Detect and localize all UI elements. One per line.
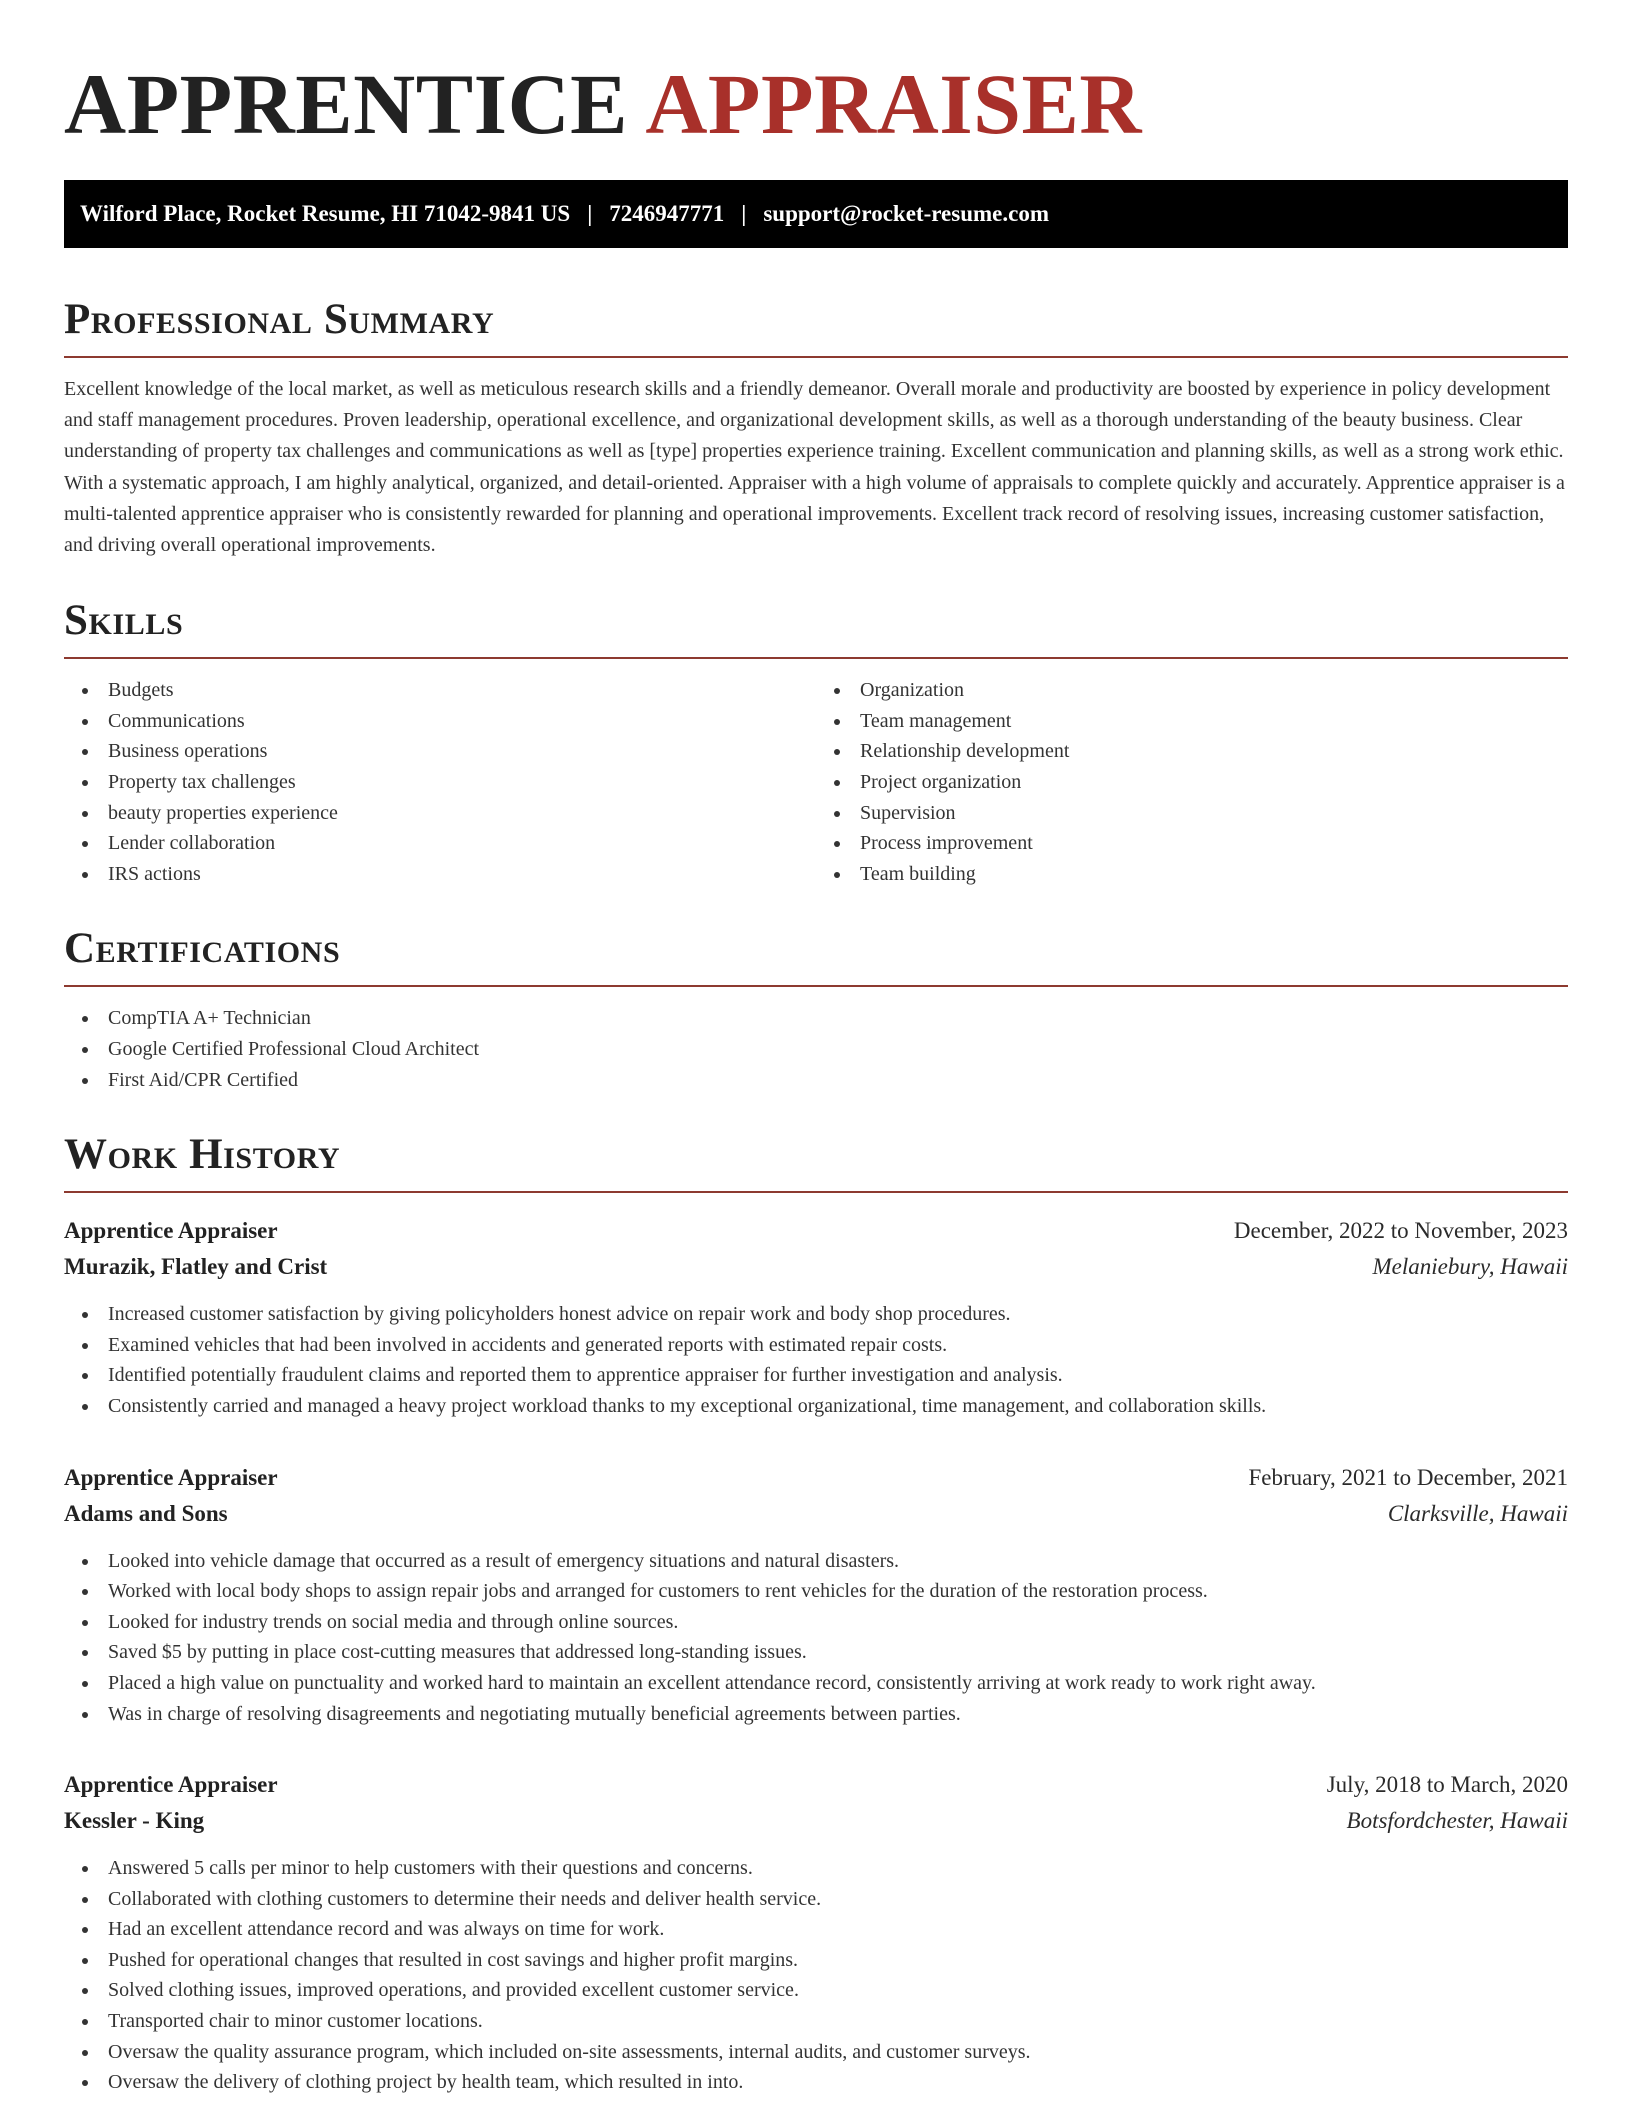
summary-paragraph: Excellent knowledge of the local market, as well as meticulous research skills and a friendly demeanor. Overall morale and productivity are boosted by experience in policy development and staff management procedures. Proven leadership, operational excellence, and organizational development skills, as well as a thorough understanding of the beauty business. Clear understanding of property tax challenges and communications as well as [type] properties experience training. Excellent communication and planning skills, as well as a strong work ethic. With a systematic approach, I am highly analytical, organized, and detail-oriented. Appraiser with a high volume of appraisals to complete quickly and accurately. Apprentice appraiser is a multi-talented apprentice appraiser who is consistently rewarded for planning and operational improvements. Excellent track record of resolving issues, increasing customer satisfaction, and driving overall operational improvements. bbox=[64, 378, 1565, 557]
contact-separator: | bbox=[587, 201, 593, 226]
job-dates: December, 2022 to November, 2023 bbox=[1233, 1218, 1568, 1244]
job-entry bbox=[64, 1767, 1568, 2098]
job-header-row bbox=[64, 1213, 1568, 1249]
job-company: Murazik, Flatley and Crist bbox=[64, 1254, 328, 1280]
contact-bar bbox=[64, 180, 1568, 248]
certification-item: First Aid/CPR Certified bbox=[64, 1065, 1568, 1096]
skill-item: Budgets bbox=[64, 675, 816, 706]
job-header-row bbox=[64, 1460, 1568, 1496]
job-duty-item: Saved $5 by putting in place cost-cutting measures that addressed long-standing issues. bbox=[64, 1637, 1568, 1668]
job-company: Adams and Sons bbox=[64, 1500, 228, 1526]
work-history-section bbox=[64, 1127, 1568, 2098]
skill-item: Supervision bbox=[816, 798, 1568, 829]
contact-phone: 7246947771 bbox=[609, 201, 725, 226]
job-title: Apprentice Appraiser bbox=[64, 1218, 278, 1244]
job-duties-list bbox=[64, 1546, 1568, 1730]
resume-title bbox=[64, 56, 1568, 152]
job-duty-item: Increased customer satisfaction by giving policyholders honest advice on repair work and body shop procedures. bbox=[64, 1299, 1568, 1330]
job-title: Apprentice Appraiser bbox=[64, 1772, 278, 1798]
job-title: Apprentice Appraiser bbox=[64, 1464, 278, 1490]
skill-item: Organization bbox=[816, 675, 1568, 706]
section-heading-skills: Skills bbox=[64, 597, 184, 645]
contact-separator: | bbox=[741, 201, 747, 226]
skill-item: Communications bbox=[64, 706, 816, 737]
job-company: Kessler - King bbox=[64, 1808, 205, 1834]
skill-item: Relationship development bbox=[816, 736, 1568, 767]
section-divider bbox=[64, 657, 1568, 659]
job-duties-list bbox=[64, 1853, 1568, 2098]
skill-item: beauty properties experience bbox=[64, 798, 816, 829]
job-duty-item: Identified potentially fraudulent claims and reported them to apprentice appraiser for further investigation and analysis. bbox=[64, 1360, 1568, 1391]
section-heading-certifications: Certifications bbox=[64, 925, 341, 973]
certifications-list bbox=[64, 1003, 1568, 1095]
job-location: Clarksville, Hawaii bbox=[1387, 1500, 1568, 1526]
section-divider bbox=[64, 356, 1568, 358]
skills-list-right bbox=[816, 675, 1568, 889]
certification-item: Google Certified Professional Cloud Architect bbox=[64, 1034, 1568, 1065]
job-dates: July, 2018 to March, 2020 bbox=[1326, 1772, 1568, 1798]
job-duty-item: Consistently carried and managed a heavy project workload thanks to my exceptional organizational, time management, and collaboration skills. bbox=[64, 1391, 1568, 1422]
job-duty-item: Oversaw the quality assurance program, which included on-site assessments, internal audits, and customer surveys. bbox=[64, 2037, 1568, 2068]
contact-email: support@rocket-resume.com bbox=[763, 201, 1049, 226]
title-first-word: APPRENTICE bbox=[64, 56, 629, 152]
job-duties-list bbox=[64, 1299, 1568, 1421]
skills-section bbox=[64, 593, 1568, 889]
section-divider bbox=[64, 1191, 1568, 1193]
certification-item: CompTIA A+ Technician bbox=[64, 1003, 1568, 1034]
skill-item: Lender collaboration bbox=[64, 828, 816, 859]
skills-grid bbox=[64, 675, 1568, 889]
skill-item: Team management bbox=[816, 706, 1568, 737]
job-duty-item: Was in charge of resolving disagreements and negotiating mutually beneficial agreements between parties. bbox=[64, 1699, 1568, 1730]
job-dates: February, 2021 to December, 2021 bbox=[1248, 1464, 1568, 1490]
section-divider bbox=[64, 985, 1568, 987]
skill-item: Business operations bbox=[64, 736, 816, 767]
skill-item: Project organization bbox=[816, 767, 1568, 798]
skills-list-left bbox=[64, 675, 816, 889]
job-duty-item: Answered 5 calls per minor to help customers with their questions and concerns. bbox=[64, 1853, 1568, 1884]
job-duty-item: Oversaw the delivery of clothing project by health team, which resulted in into. bbox=[64, 2067, 1568, 2098]
skill-item: Process improvement bbox=[816, 828, 1568, 859]
job-duty-item: Pushed for operational changes that resulted in cost savings and higher profit margins. bbox=[64, 1945, 1568, 1976]
job-location: Melaniebury, Hawaii bbox=[1372, 1254, 1568, 1280]
job-duty-item: Worked with local body shops to assign repair jobs and arranged for customers to rent vehicles for the duration of the restoration process. bbox=[64, 1576, 1568, 1607]
job-company-row bbox=[64, 1249, 1568, 1285]
skills-column-left bbox=[64, 675, 816, 889]
job-duty-item: Transported chair to minor customer locations. bbox=[64, 2006, 1568, 2037]
job-duty-item: Solved clothing issues, improved operations, and provided excellent customer service. bbox=[64, 1975, 1568, 2006]
job-location: Botsfordchester, Hawaii bbox=[1346, 1808, 1568, 1834]
certifications-section bbox=[64, 921, 1568, 1095]
section-heading-work-history: Work History bbox=[64, 1131, 341, 1179]
professional-summary-section bbox=[64, 292, 1568, 561]
job-entry bbox=[64, 1213, 1568, 1421]
contact-address: Wilford Place, Rocket Resume, HI 71042-9841 US bbox=[80, 201, 571, 226]
job-company-row bbox=[64, 1496, 1568, 1532]
skills-column-right bbox=[816, 675, 1568, 889]
job-duty-item: Had an excellent attendance record and was always on time for work. bbox=[64, 1914, 1568, 1945]
skill-item: Team building bbox=[816, 859, 1568, 890]
skill-item: Property tax challenges bbox=[64, 767, 816, 798]
job-header-row bbox=[64, 1767, 1568, 1803]
title-second-word: APPRAISER bbox=[645, 56, 1142, 152]
job-duty-item: Looked for industry trends on social media and through online sources. bbox=[64, 1607, 1568, 1638]
job-duty-item: Examined vehicles that had been involved in accidents and generated reports with estimated repair costs. bbox=[64, 1330, 1568, 1361]
job-company-row bbox=[64, 1803, 1568, 1839]
job-entry bbox=[64, 1460, 1568, 1730]
section-heading-summary: Professional Summary bbox=[64, 296, 495, 343]
skill-item: IRS actions bbox=[64, 859, 816, 890]
job-duty-item: Placed a high value on punctuality and worked hard to maintain an excellent attendance record, consistently arriving at work ready to work right away. bbox=[64, 1668, 1568, 1699]
job-duty-item: Collaborated with clothing customers to determine their needs and deliver health service. bbox=[64, 1884, 1568, 1915]
job-duty-item: Looked into vehicle damage that occurred as a result of emergency situations and natural disasters. bbox=[64, 1546, 1568, 1577]
